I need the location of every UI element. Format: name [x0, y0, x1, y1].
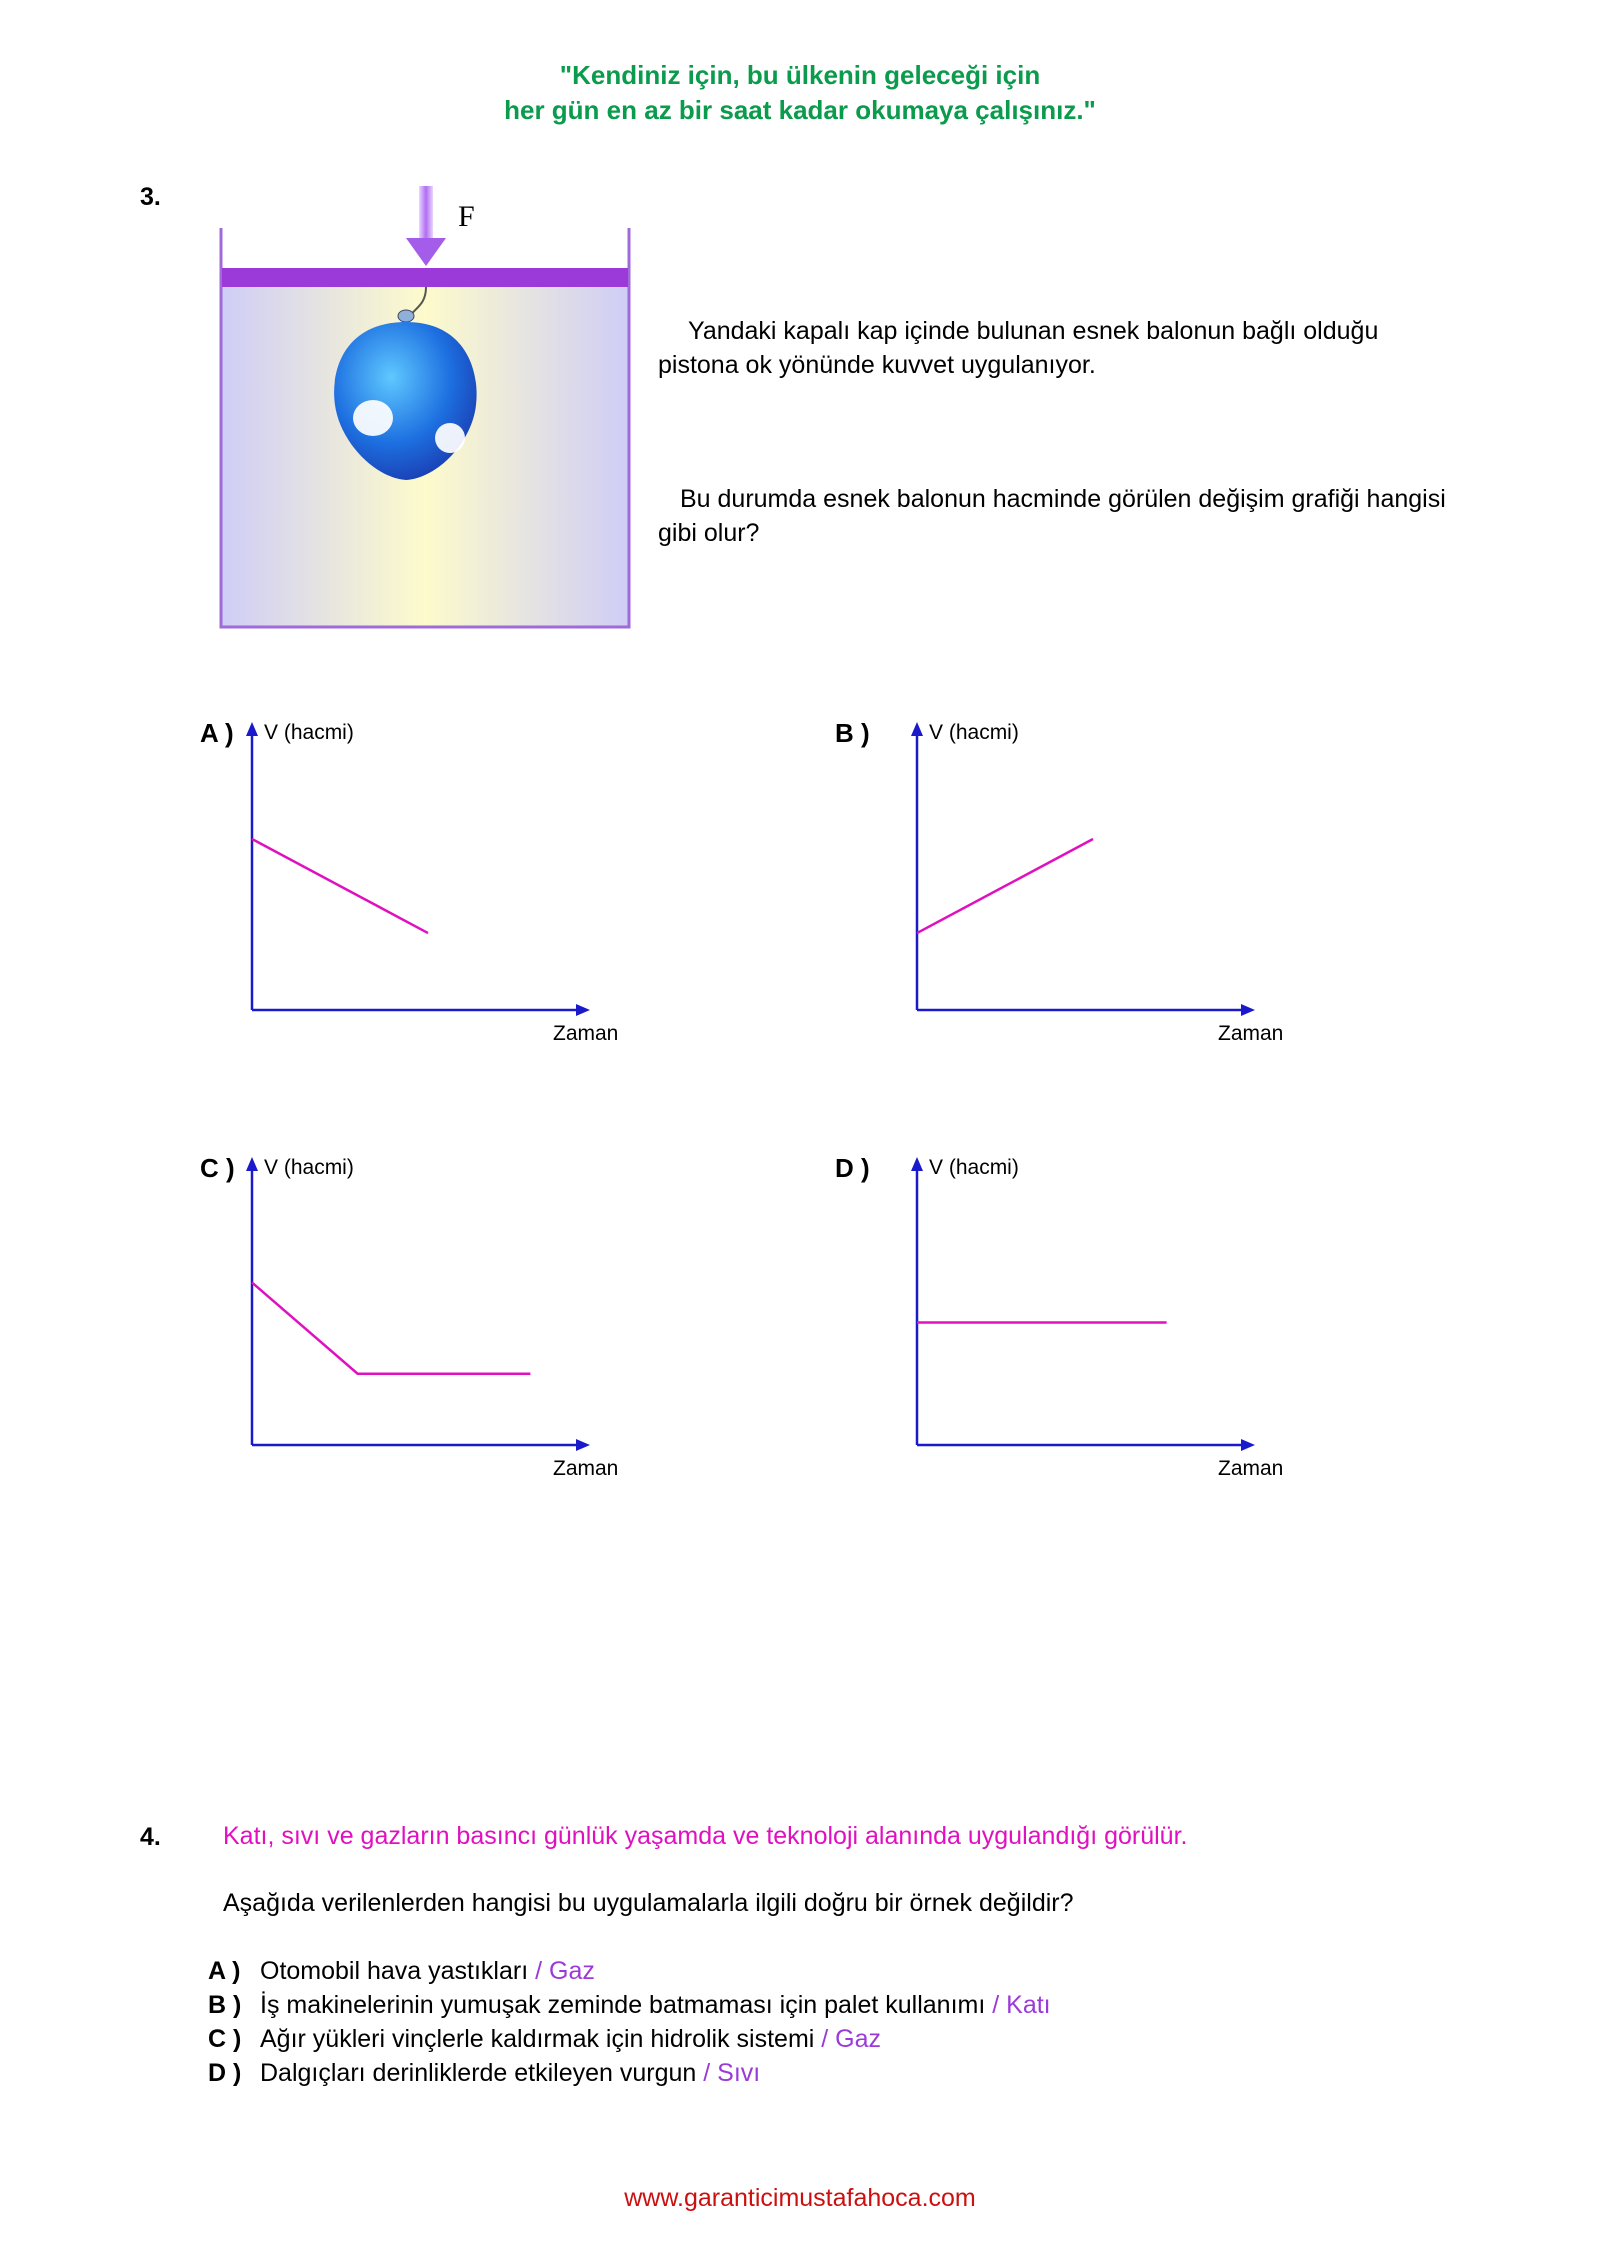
- motto-line-2: her gün en az bir saat kadar okumaya çalışınız.": [504, 95, 1096, 125]
- question-4-text: Aşağıda verilenlerden hangisi bu uygulamalarla ilgili doğru bir örnek değildir?: [223, 1889, 1074, 1917]
- option-a[interactable]: [208, 1954, 1051, 1988]
- graph-d-xlabel: Zaman: [1218, 1457, 1284, 1480]
- piston-container-figure: [210, 180, 640, 640]
- graph-b-letter[interactable]: B ): [835, 718, 870, 748]
- x-axis-arrow-icon: [576, 1004, 590, 1016]
- option-c[interactable]: [208, 2022, 1051, 2056]
- option-letter: D ): [208, 2059, 242, 2087]
- option-b[interactable]: [208, 1988, 1051, 2022]
- volume-curve: [917, 839, 1093, 933]
- graph-c-xlabel: Zaman: [553, 1457, 619, 1480]
- motto-line-1: "Kendiniz için, bu ülkenin geleceği için: [559, 60, 1041, 90]
- option-text: Otomobil hava yastıkları: [260, 1957, 529, 1985]
- option-tag: / Gaz: [814, 2025, 882, 2053]
- graph-d-letter[interactable]: D ): [835, 1153, 870, 1183]
- y-axis-arrow-icon: [246, 1157, 258, 1171]
- graph-d-ylabel: V (hacmi): [929, 1156, 1019, 1179]
- question-4-number: 4.: [140, 1823, 161, 1851]
- graph-c-letter[interactable]: C ): [200, 1153, 235, 1183]
- footer-url[interactable]: www.garanticimustafahoca.com: [624, 2184, 976, 2212]
- y-axis-arrow-icon: [911, 722, 923, 736]
- x-axis-arrow-icon: [1241, 1439, 1255, 1451]
- option-text: Dalgıçları derinliklerde etkileyen vurgun: [260, 2059, 697, 2087]
- graph-b: [905, 720, 1255, 1020]
- option-letter: A ): [208, 1957, 241, 1985]
- option-text: Ağır yükleri vinçlerle kaldırmak için hidrolik sistemi: [260, 2025, 815, 2053]
- graph-a-letter[interactable]: A ): [200, 718, 234, 748]
- graph-d: [905, 1155, 1255, 1455]
- force-arrow-icon: [406, 238, 446, 266]
- question-3-number: 3.: [140, 183, 161, 211]
- y-axis-arrow-icon: [246, 722, 258, 736]
- question-4-intro: Katı, sıvı ve gazların basıncı günlük yaşamda ve teknoloji alanında uygulandığı görülür.: [223, 1822, 1188, 1850]
- option-letter: B ): [208, 1991, 242, 2019]
- option-text: İş makinelerinin yumuşak zeminde batmaması için palet kullanımı: [260, 1991, 986, 2019]
- graph-c-ylabel: V (hacmi): [264, 1156, 354, 1179]
- option-d[interactable]: [208, 2056, 1051, 2090]
- volume-curve: [252, 1283, 530, 1374]
- graph-a-ylabel: V (hacmi): [264, 721, 354, 744]
- y-axis-arrow-icon: [911, 1157, 923, 1171]
- option-letter: C ): [208, 2025, 242, 2053]
- x-axis-arrow-icon: [576, 1439, 590, 1451]
- question-3-text-2: Bu durumda esnek balonun hacminde görülen değişim grafiği hangisi gibi olur?: [658, 485, 1446, 547]
- graph-c: [240, 1155, 590, 1455]
- question-3-text-1: Yandaki kapalı kap içinde bulunan esnek balonun bağlı olduğu pistona ok yönünde kuvvet uygulanıyor.: [658, 317, 1379, 379]
- graph-b-ylabel: V (hacmi): [929, 721, 1019, 744]
- option-tag: / Sıvı: [696, 2059, 761, 2087]
- graph-a: [240, 720, 590, 1020]
- question-4-options: [208, 1954, 1051, 2090]
- x-axis-arrow-icon: [1241, 1004, 1255, 1016]
- piston: [222, 268, 628, 287]
- option-tag: / Katı: [985, 1991, 1051, 2019]
- option-tag: / Gaz: [528, 1957, 595, 1985]
- graph-a-xlabel: Zaman: [553, 1022, 619, 1045]
- volume-curve: [252, 839, 428, 933]
- graph-b-xlabel: Zaman: [1218, 1022, 1284, 1045]
- force-label: F: [458, 200, 475, 233]
